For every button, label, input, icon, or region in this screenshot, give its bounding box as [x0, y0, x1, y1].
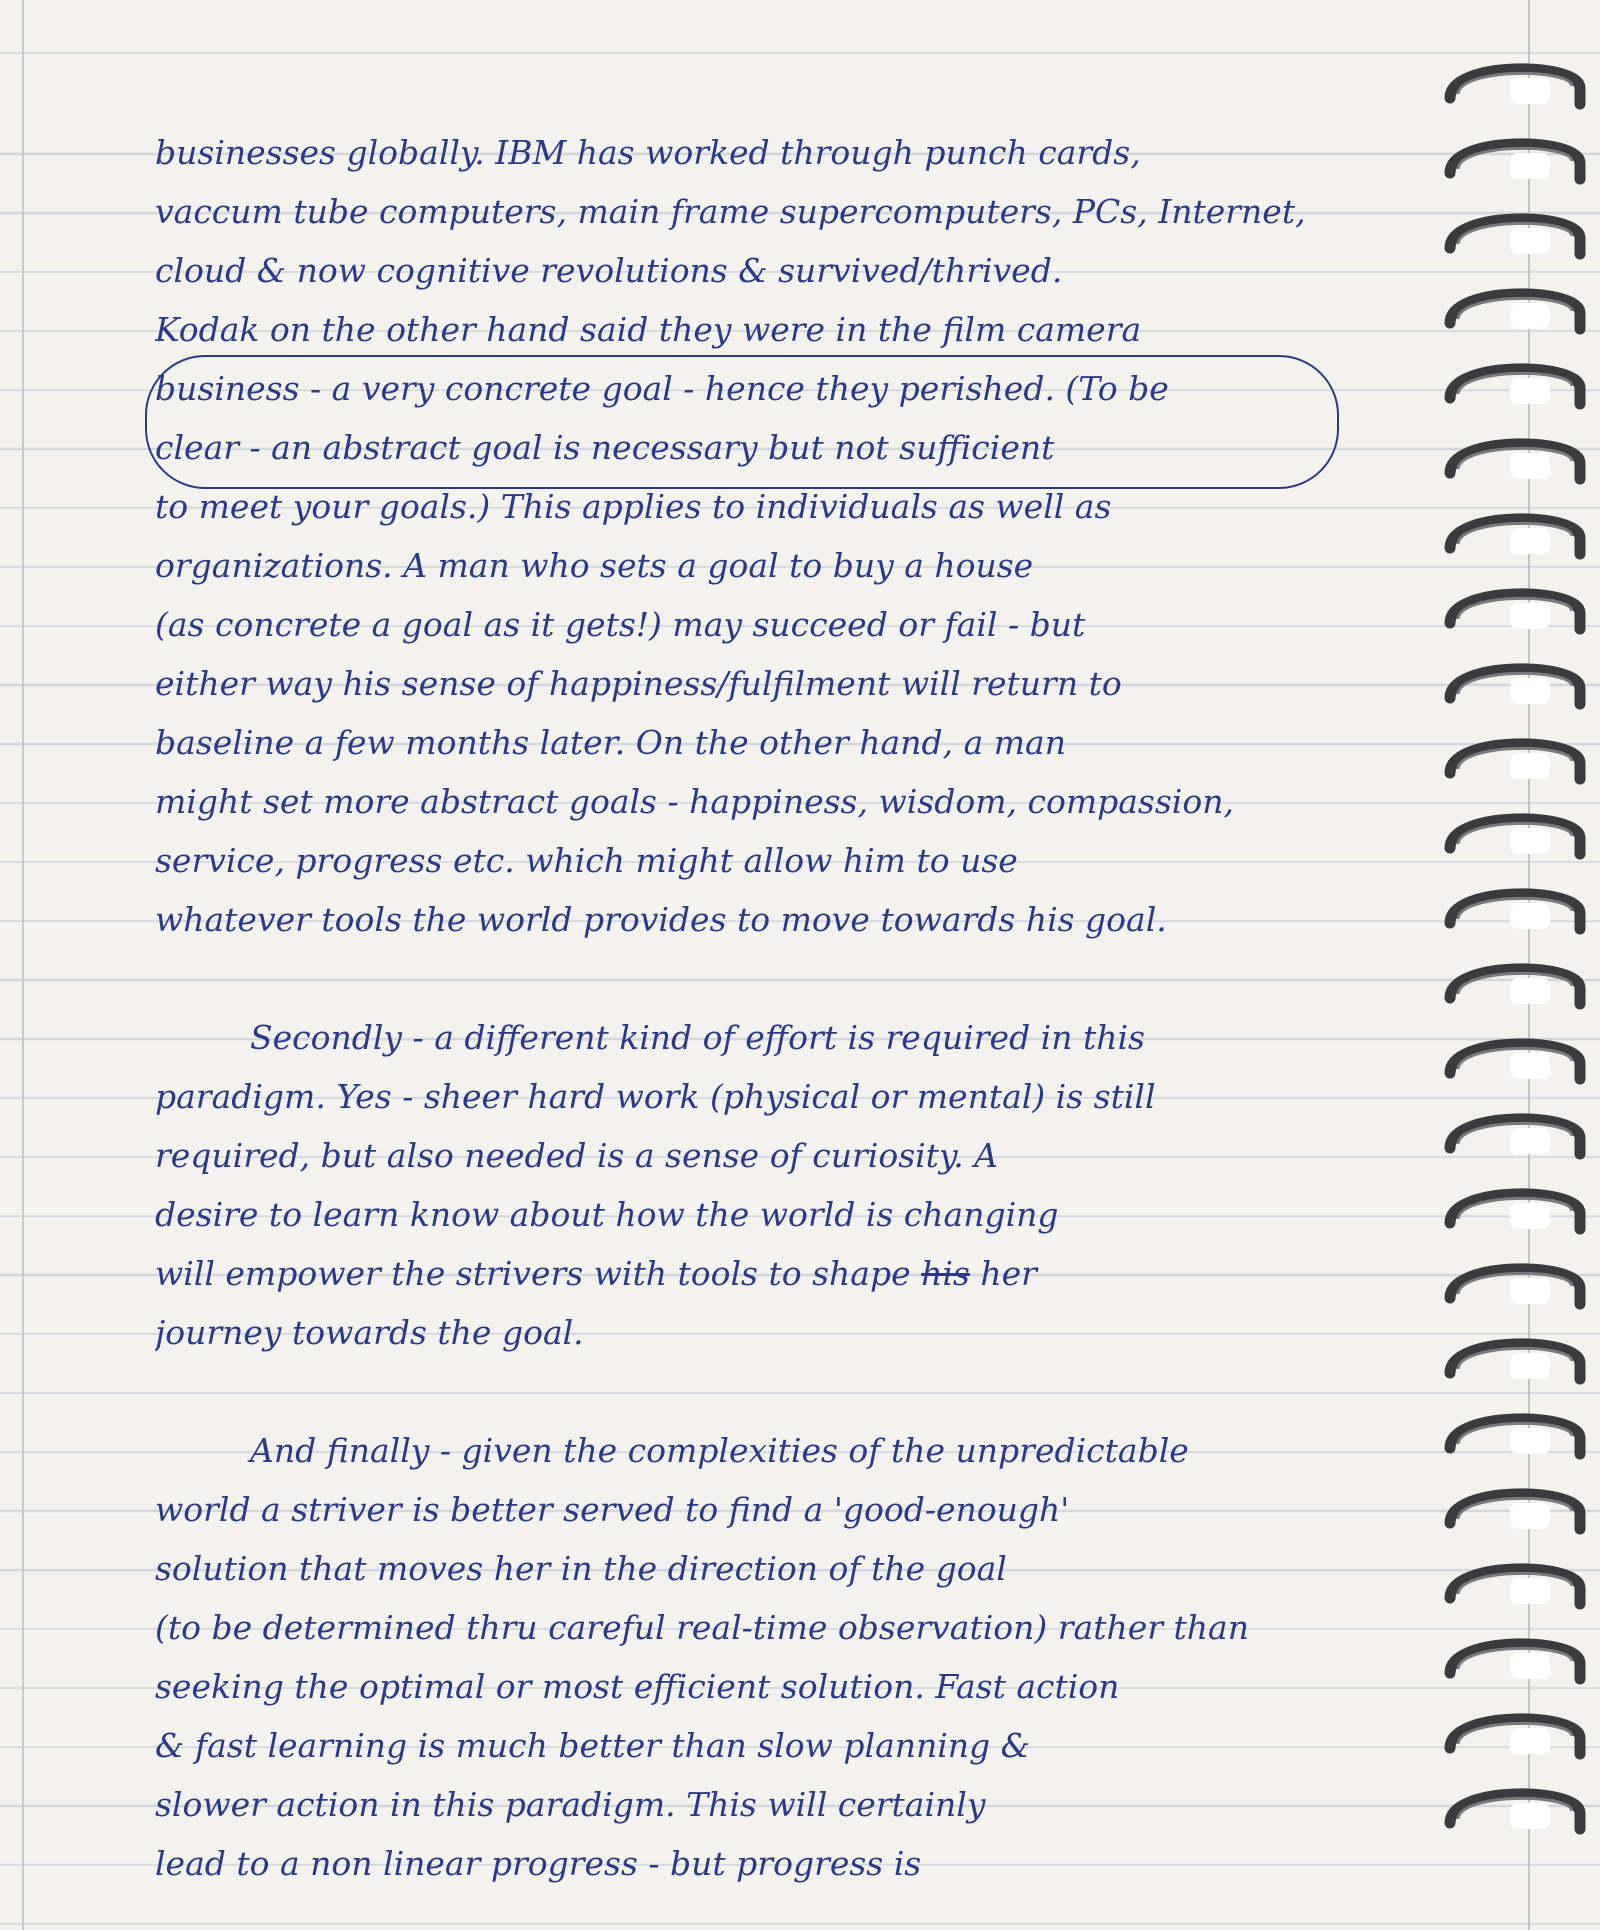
binding-coil — [1450, 1719, 1580, 1754]
handwritten-text — [155, 128, 1405, 1898]
binding-coil — [1450, 1044, 1580, 1079]
binding-coil — [1450, 594, 1580, 629]
binding-coil — [1450, 144, 1580, 179]
binding-coil — [1450, 444, 1580, 479]
paragraph-2 — [155, 1013, 1405, 1367]
text-line: business - a very concrete goal - hence they perished. (To be — [155, 369, 1169, 408]
text-line: (to be determined thru careful real-time observation) rather than — [155, 1608, 1249, 1647]
struck-word: his — [921, 1254, 970, 1293]
text-line-with-strike: will empower the strivers with tools to shape his her — [155, 1254, 1037, 1293]
binding-coil — [1450, 1269, 1580, 1304]
binding-coil — [1450, 1419, 1580, 1454]
text-line: clear - an abstract goal is necessary but not sufficient — [155, 428, 1055, 467]
text-line: journey towards the goal. — [155, 1313, 584, 1352]
binding-coil — [1450, 744, 1580, 779]
text-line: Kodak on the other hand said they were in the film camera — [155, 310, 1142, 349]
binding-coil — [1450, 369, 1580, 404]
binding-coil — [1450, 969, 1580, 1004]
text-line: world a striver is better served to find a 'good-enough' — [155, 1490, 1070, 1529]
text-line: vaccum tube computers, main frame supercomputers, PCs, Internet, — [155, 192, 1306, 231]
binding-coil — [1450, 1344, 1580, 1379]
left-page-edge — [22, 0, 24, 1930]
binding-coil — [1450, 1494, 1580, 1529]
binding-coil — [1450, 1644, 1580, 1679]
binding-coil — [1450, 519, 1580, 554]
text-line: And finally - given the complexities of the unpredictable — [250, 1431, 1189, 1470]
text-line: either way his sense of happiness/fulfilment will return to — [155, 664, 1122, 703]
text-line: baseline a few months later. On the other hand, a man — [155, 723, 1066, 762]
binding-coil — [1450, 1194, 1580, 1229]
binding-coil — [1450, 1794, 1580, 1829]
binding-coil — [1450, 69, 1580, 104]
text-line: lead to a non linear progress - but progress is — [155, 1844, 922, 1883]
binding-coil — [1450, 1569, 1580, 1604]
text-line: slower action in this paradigm. This will certainly — [155, 1785, 986, 1824]
text-line: Secondly - a different kind of effort is required in this — [250, 1018, 1145, 1057]
text-line: service, progress etc. which might allow him to use — [155, 841, 1018, 880]
text-line: cloud & now cognitive revolutions & survived/thrived. — [155, 251, 1063, 290]
text-line: businesses globally. IBM has worked through punch cards, — [155, 133, 1141, 172]
text-line: required, but also needed is a sense of curiosity. A — [155, 1136, 999, 1175]
text-line: & fast learning is much better than slow planning & — [155, 1726, 1031, 1765]
text-line: might set more abstract goals - happiness, wisdom, compassion, — [155, 782, 1234, 821]
text-line: solution that moves her in the direction of the goal — [155, 1549, 1007, 1588]
binding-coil — [1450, 819, 1580, 854]
text-line: to meet your goals.) This applies to individuals as well as — [155, 487, 1112, 526]
text-line: desire to learn know about how the world is changing — [155, 1195, 1059, 1234]
binding-coil — [1450, 1119, 1580, 1154]
binding-coil — [1450, 219, 1580, 254]
spiral-binding — [1430, 40, 1600, 1930]
paragraph-3 — [155, 1426, 1405, 1898]
text-line: (as concrete a goal as it gets!) may succeed or fail - but — [155, 605, 1086, 644]
text-line: organizations. A man who sets a goal to buy a house — [155, 546, 1034, 585]
binding-coil — [1450, 669, 1580, 704]
binding-coil — [1450, 894, 1580, 929]
text-line: whatever tools the world provides to move towards his goal. — [155, 900, 1167, 939]
text-line: seeking the optimal or most efficient solution. Fast action — [155, 1667, 1120, 1706]
paragraph-1 — [155, 128, 1405, 954]
binding-coil — [1450, 294, 1580, 329]
text-line: paradigm. Yes - sheer hard work (physical or mental) is still — [155, 1077, 1156, 1116]
